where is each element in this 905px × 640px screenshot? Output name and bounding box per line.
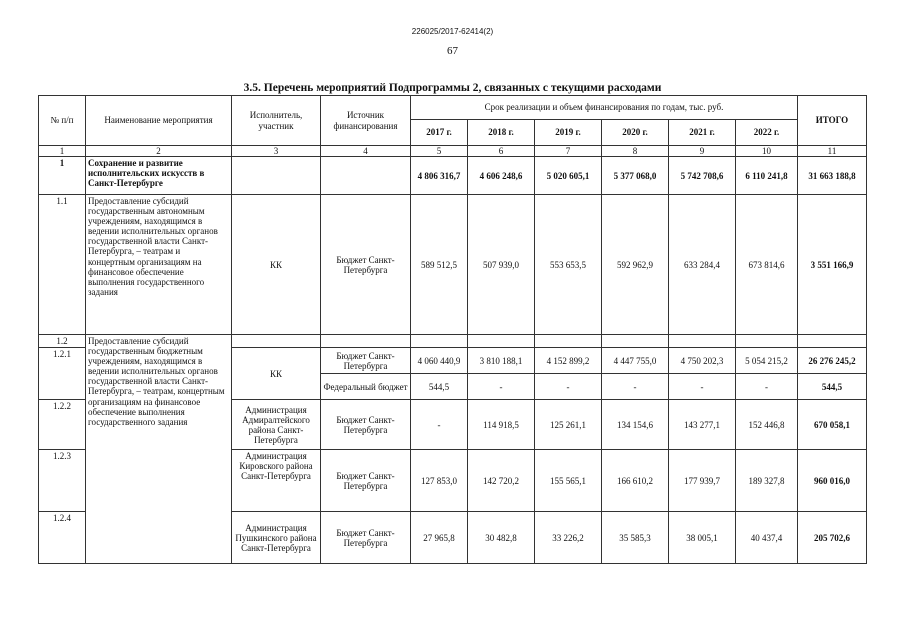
row-value: 4 750 202,3 bbox=[669, 348, 736, 374]
row-value: 6 110 241,8 bbox=[736, 157, 798, 195]
row-value: 5 054 215,2 bbox=[736, 348, 798, 374]
row-value: 4 060 440,9 bbox=[411, 348, 468, 374]
index-cell: 9 bbox=[669, 146, 736, 157]
row-value: 592 962,9 bbox=[602, 195, 669, 335]
header-year: 2022 г. bbox=[736, 120, 798, 146]
header-source: Источник финансирования bbox=[321, 96, 411, 146]
row-value: 27 965,8 bbox=[411, 512, 468, 564]
row-executor: КК bbox=[232, 348, 321, 400]
row-total: 31 663 188,8 bbox=[798, 157, 867, 195]
row-value: 134 154,6 bbox=[602, 400, 669, 450]
row-executor bbox=[232, 157, 321, 195]
row-total: 960 016,0 bbox=[798, 450, 867, 512]
row-executor: Администрация Адмиралтейского района Санкт-Петербурга bbox=[232, 400, 321, 450]
row-name: Предоставление субсидий государственным бюджетным учреждениям, находящимся в ведении исполнительных органов государственной власти Санкт-Петербурга, – театрам, концертным организациям на финансовое обеспечение выполнения государственного задания bbox=[86, 335, 232, 564]
row-source: Бюджет Санкт-Петербурга bbox=[321, 400, 411, 450]
index-cell: 11 bbox=[798, 146, 867, 157]
row-source: Бюджет Санкт-Петербурга bbox=[321, 512, 411, 564]
row-value: 127 853,0 bbox=[411, 450, 468, 512]
index-cell: 2 bbox=[86, 146, 232, 157]
row-value: 40 437,4 bbox=[736, 512, 798, 564]
table-row bbox=[39, 335, 867, 348]
row-value: 166 610,2 bbox=[602, 450, 669, 512]
header-year: 2018 г. bbox=[468, 120, 535, 146]
row-value: 33 226,2 bbox=[535, 512, 602, 564]
header-name: Наименование мероприятия bbox=[86, 96, 232, 146]
row-executor: КК bbox=[232, 195, 321, 335]
row-value: - bbox=[411, 400, 468, 450]
header-total: ИТОГО bbox=[798, 96, 867, 146]
row-name: Сохранение и развитие исполнительских искусств в Санкт-Петербурге bbox=[86, 157, 232, 195]
row-value: - bbox=[468, 374, 535, 400]
row-value: 155 565,1 bbox=[535, 450, 602, 512]
row-value: 114 918,5 bbox=[468, 400, 535, 450]
row-value: 4 152 899,2 bbox=[535, 348, 602, 374]
header-executor: Исполнитель, участник bbox=[232, 96, 321, 146]
row-num: 1.2.1 bbox=[39, 348, 86, 400]
row-source: Федеральный бюджет bbox=[321, 374, 411, 400]
row-value: 38 005,1 bbox=[669, 512, 736, 564]
header-year: 2020 г. bbox=[602, 120, 669, 146]
row-value: 589 512,5 bbox=[411, 195, 468, 335]
row-value: 152 446,8 bbox=[736, 400, 798, 450]
index-cell: 6 bbox=[468, 146, 535, 157]
row-value: 673 814,6 bbox=[736, 195, 798, 335]
row-value: - bbox=[669, 374, 736, 400]
row-executor: Администрация Пушкинского района Санкт-Петербурга bbox=[232, 512, 321, 564]
row-value: 177 939,7 bbox=[669, 450, 736, 512]
row-value: 4 606 248,6 bbox=[468, 157, 535, 195]
header-period: Срок реализации и объем финансирования по годам, тыс. руб. bbox=[411, 96, 798, 120]
page-number: 67 bbox=[447, 45, 458, 57]
index-row bbox=[39, 146, 867, 157]
row-source: Бюджет Санкт-Петербурга bbox=[321, 348, 411, 374]
row-value: 4 806 316,7 bbox=[411, 157, 468, 195]
row-num: 1.2.3 bbox=[39, 450, 86, 512]
row-value: 143 277,1 bbox=[669, 400, 736, 450]
index-cell: 3 bbox=[232, 146, 321, 157]
row-num: 1.1 bbox=[39, 195, 86, 335]
row-value: 507 939,0 bbox=[468, 195, 535, 335]
table-title: 3.5. Перечень мероприятий Подпрограммы 2, связанных с текущими расходами bbox=[243, 82, 662, 94]
row-source bbox=[321, 157, 411, 195]
row-value: 30 482,8 bbox=[468, 512, 535, 564]
row-value: 189 327,8 bbox=[736, 450, 798, 512]
row-total: 670 058,1 bbox=[798, 400, 867, 450]
measures-table bbox=[38, 95, 867, 564]
row-value: 125 261,1 bbox=[535, 400, 602, 450]
row-total: 26 276 245,2 bbox=[798, 348, 867, 374]
index-cell: 5 bbox=[411, 146, 468, 157]
header-year: 2019 г. bbox=[535, 120, 602, 146]
row-num: 1.2.2 bbox=[39, 400, 86, 450]
header-num: № п/п bbox=[39, 96, 86, 146]
row-value: 142 720,2 bbox=[468, 450, 535, 512]
row-value: 3 810 188,1 bbox=[468, 348, 535, 374]
header-year: 2017 г. bbox=[411, 120, 468, 146]
row-value: 4 447 755,0 bbox=[602, 348, 669, 374]
header-year: 2021 г. bbox=[669, 120, 736, 146]
row-value: 633 284,4 bbox=[669, 195, 736, 335]
row-executor: Администрация Кировского района Санкт-Петербурга bbox=[232, 450, 321, 512]
row-source: Бюджет Санкт-Петербурга bbox=[321, 450, 411, 512]
table-row bbox=[39, 195, 867, 335]
table-row bbox=[39, 157, 867, 195]
row-value: - bbox=[736, 374, 798, 400]
row-value: 5 742 708,6 bbox=[669, 157, 736, 195]
document-code: 226025/2017-62414(2) bbox=[411, 27, 494, 36]
row-name: Предоставление субсидий государственным автономным учреждениям, находящимся в ведении исполнительных органов государственной власти Санкт-Петербурга, – театрам и концертным организациям на финансовое обеспечение выполнения государственного задания bbox=[86, 195, 232, 335]
index-cell: 1 bbox=[39, 146, 86, 157]
index-cell: 7 bbox=[535, 146, 602, 157]
row-num: 1.2.4 bbox=[39, 512, 86, 564]
row-value: 35 585,3 bbox=[602, 512, 669, 564]
row-value: 5 020 605,1 bbox=[535, 157, 602, 195]
row-source: Бюджет Санкт-Петербурга bbox=[321, 195, 411, 335]
row-value: - bbox=[535, 374, 602, 400]
row-total: 544,5 bbox=[798, 374, 867, 400]
index-cell: 8 bbox=[602, 146, 669, 157]
row-total: 3 551 166,9 bbox=[798, 195, 867, 335]
row-value: 5 377 068,0 bbox=[602, 157, 669, 195]
row-value: 553 653,5 bbox=[535, 195, 602, 335]
row-num: 1 bbox=[39, 157, 86, 195]
row-total: 205 702,6 bbox=[798, 512, 867, 564]
index-cell: 4 bbox=[321, 146, 411, 157]
row-num: 1.2 bbox=[39, 335, 86, 348]
index-cell: 10 bbox=[736, 146, 798, 157]
row-value: 544,5 bbox=[411, 374, 468, 400]
row-value: - bbox=[602, 374, 669, 400]
